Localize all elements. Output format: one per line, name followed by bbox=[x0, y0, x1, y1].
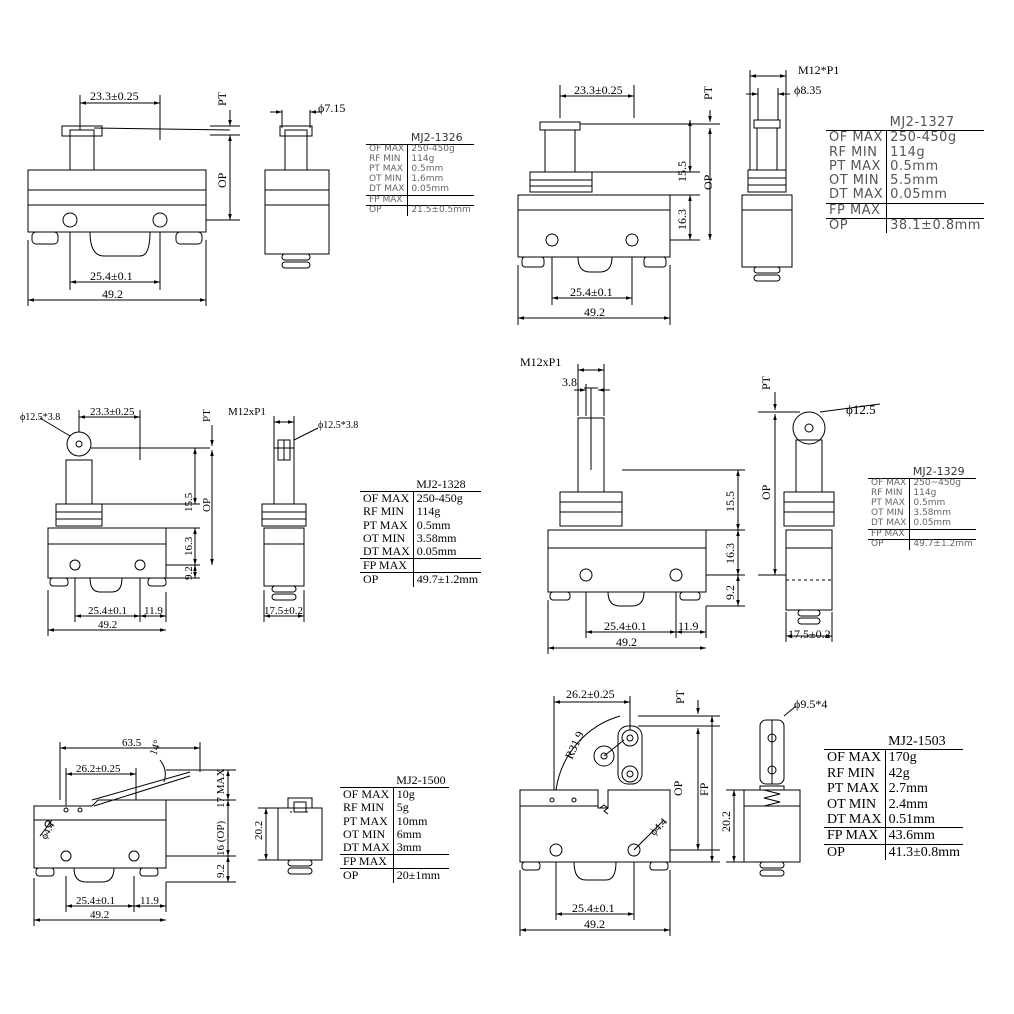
spec-value bbox=[408, 195, 474, 206]
table-title: MJ2-1500 bbox=[393, 774, 448, 788]
dim-1329-m: M12xP1 bbox=[520, 355, 562, 369]
table-title: MJ2-1328 bbox=[413, 478, 481, 492]
spec-key: OF MAX bbox=[824, 750, 885, 766]
spec-key: OT MIN bbox=[366, 175, 408, 185]
spec-value: 43.6mm bbox=[885, 828, 963, 844]
spec-key: DT MAX bbox=[366, 185, 408, 195]
spec-value: 3mm bbox=[396, 839, 422, 854]
dim-1327-m: M12*P1 bbox=[798, 63, 840, 77]
spec-value: 250-450g bbox=[416, 491, 463, 506]
spec-value: 0.05mm bbox=[411, 183, 449, 194]
spec-key: PT MAX bbox=[366, 165, 408, 175]
spec-value: 250-450g bbox=[890, 130, 957, 146]
spec-value bbox=[393, 855, 448, 869]
spec-key: OP bbox=[366, 206, 408, 216]
spec-value: 42g bbox=[888, 765, 910, 781]
spec-key: OF MAX bbox=[366, 145, 408, 155]
spec-value: 2.4mm bbox=[888, 796, 928, 812]
spec-key: DT MAX bbox=[360, 545, 413, 559]
spec-key: RF MIN bbox=[826, 146, 887, 160]
dim-1326-op: OP bbox=[215, 172, 229, 188]
spec-table-mj2-1326 bbox=[366, 132, 474, 216]
spec-value: 170g bbox=[888, 750, 917, 766]
dim-1328-op: OP bbox=[201, 497, 213, 512]
dim-1327-bottom1: 25.4±0.1 bbox=[570, 285, 613, 299]
dim-1328-h2: 16.3 bbox=[183, 536, 195, 556]
dim-1326-phi: ϕ7.15 bbox=[318, 101, 346, 115]
spec-value: 3.58mm bbox=[913, 507, 951, 518]
dim-1503-hole: ϕ4.4 bbox=[647, 815, 670, 839]
dim-1327-top: 23.3±0.25 bbox=[574, 83, 623, 97]
spec-key: FP MAX bbox=[366, 195, 408, 206]
spec-value: 1.6mm bbox=[411, 173, 444, 184]
dim-1327-phi: ϕ8.35 bbox=[794, 83, 822, 97]
spec-table-mj2-1329 bbox=[868, 466, 976, 550]
spec-key: DT MAX bbox=[340, 841, 393, 855]
spec-key: FP MAX bbox=[824, 828, 885, 844]
spec-value: 5.5mm bbox=[890, 173, 939, 189]
dim-1327-h2: 16.3 bbox=[675, 209, 689, 230]
spec-key: PT MAX bbox=[824, 781, 885, 796]
spec-value: 114g bbox=[416, 504, 441, 519]
spec-key: PT MAX bbox=[826, 160, 887, 174]
dim-1329-bottom2: 49.2 bbox=[616, 635, 637, 649]
dim-1500-v2: 16 (OP) bbox=[215, 820, 227, 856]
dim-1328-m: M12xP1 bbox=[228, 406, 266, 418]
spec-key: OP bbox=[826, 219, 887, 234]
spec-key: PT MAX bbox=[360, 519, 413, 532]
dim-1503-bottom2: 49.2 bbox=[584, 917, 605, 931]
spec-table-mj2-1327 bbox=[826, 116, 984, 233]
dim-1500-v3: 9.2 bbox=[215, 864, 227, 878]
spec-key: RF MIN bbox=[366, 155, 408, 165]
mj2-1329-side-view bbox=[758, 392, 880, 642]
mj2-1328-front-view bbox=[40, 410, 212, 636]
dim-1328-bottom2: 49.2 bbox=[98, 619, 118, 631]
spec-key: FP MAX bbox=[868, 529, 910, 540]
table-title: MJ2-1327 bbox=[887, 116, 984, 131]
dim-1326-bottom1: 25.4±0.1 bbox=[90, 269, 133, 283]
mj2-1326-side-view bbox=[265, 110, 329, 268]
spec-value: 2.7mm bbox=[888, 781, 928, 797]
spec-value bbox=[910, 529, 976, 540]
spec-key: RF MIN bbox=[340, 801, 393, 814]
dim-1329-w: 3.8 bbox=[562, 375, 577, 389]
dim-1326-bottom2: 49.2 bbox=[102, 287, 123, 301]
spec-key: OT MIN bbox=[824, 797, 885, 812]
spec-value: 0.05mm bbox=[913, 517, 951, 528]
spec-key: RF MIN bbox=[360, 505, 413, 518]
spec-key: FP MAX bbox=[360, 559, 413, 573]
dim-1327-h1: 15.5 bbox=[675, 161, 689, 182]
spec-value: 49.7±1.2mm bbox=[413, 573, 481, 587]
spec-key: OF MAX bbox=[340, 788, 393, 802]
mj2-1503-side-view bbox=[726, 706, 800, 876]
spec-table-mj2-1503 bbox=[824, 734, 963, 860]
dim-1329-side: 17.5±0.2 bbox=[788, 627, 831, 641]
dim-1500-hole: ϕ4.4 bbox=[39, 820, 58, 842]
spec-value: 250-450g bbox=[411, 144, 455, 155]
spec-table-mj2-1500 bbox=[340, 774, 449, 883]
dim-1328-roller: ϕ12.5*3.8 bbox=[20, 412, 61, 423]
spec-value: 0.5mm bbox=[416, 517, 451, 532]
dim-1326-top: 23.3±0.25 bbox=[90, 89, 139, 103]
dim-1328-h1: 15.5 bbox=[183, 492, 195, 512]
spec-value: 0.51mm bbox=[888, 811, 935, 827]
dim-1329-pt: PT bbox=[759, 375, 773, 390]
dim-1328-pt: PT bbox=[201, 409, 213, 422]
spec-key: OT MIN bbox=[360, 532, 413, 545]
spec-key: OT MIN bbox=[868, 509, 910, 519]
spec-key: RF MIN bbox=[868, 489, 910, 499]
dim-1328-h3: 9.2 bbox=[183, 566, 195, 580]
spec-key: OT MIN bbox=[826, 174, 887, 188]
dim-1329-bottom3: 11.9 bbox=[678, 619, 699, 633]
mj2-1500-front-view bbox=[34, 742, 236, 926]
dim-1503-r: R31.9 bbox=[562, 729, 587, 762]
dim-1503-bottom1: 25.4±0.1 bbox=[572, 901, 615, 915]
dim-1327-op: OP bbox=[701, 174, 715, 190]
spec-value: 10g bbox=[396, 787, 415, 802]
dim-1503-top: 26.2±0.25 bbox=[566, 687, 615, 701]
spec-value: 0.05mm bbox=[890, 187, 948, 203]
dim-1503-phi: ϕ9.5*4 bbox=[794, 697, 828, 711]
dim-1329-op: OP bbox=[759, 484, 773, 500]
spec-value: 114g bbox=[411, 153, 435, 164]
spec-value: 3.58mm bbox=[416, 530, 457, 545]
dim-1503-pt: PT bbox=[673, 689, 687, 704]
mj2-1326-front-view bbox=[28, 95, 240, 306]
spec-value: 114g bbox=[913, 487, 937, 498]
dim-1326-pt: PT bbox=[215, 91, 229, 106]
mj2-1328-side-view bbox=[262, 416, 318, 622]
table-title: MJ2-1329 bbox=[910, 466, 976, 479]
spec-key: OF MAX bbox=[868, 479, 910, 489]
dim-1327-bottom2: 49.2 bbox=[584, 305, 605, 319]
spec-key: DT MAX bbox=[826, 188, 887, 203]
dim-1500-side: 20.2 bbox=[253, 820, 265, 840]
dim-1329-h3: 9.2 bbox=[723, 585, 737, 600]
spec-key: OF MAX bbox=[360, 492, 413, 506]
dim-1328-top: 23.3±0.25 bbox=[90, 406, 135, 418]
dim-1327-pt: PT bbox=[701, 85, 715, 100]
spec-value: 5g bbox=[396, 800, 409, 815]
dim-1500-bottom2: 49.2 bbox=[90, 909, 110, 921]
spec-key: DT MAX bbox=[868, 519, 910, 529]
spec-value: 6mm bbox=[396, 826, 422, 841]
table-title: MJ2-1503 bbox=[885, 734, 963, 750]
spec-key: FP MAX bbox=[826, 203, 887, 218]
spec-key: OF MAX bbox=[826, 131, 887, 146]
spec-value bbox=[413, 559, 481, 573]
spec-key: OT MIN bbox=[340, 828, 393, 841]
spec-value: 20±1mm bbox=[393, 869, 448, 883]
dim-1328-roller2: ϕ12.5*3.8 bbox=[318, 420, 359, 431]
spec-value: 0.05mm bbox=[416, 543, 457, 558]
spec-key: RF MIN bbox=[824, 766, 885, 781]
spec-value: 250~450g bbox=[913, 478, 962, 489]
dim-1328-side: 17.5±0.2 bbox=[264, 605, 304, 617]
dim-1500-bottom1: 25.4±0.1 bbox=[76, 895, 116, 907]
dim-1329-h2: 16.3 bbox=[723, 543, 737, 564]
spec-key: OP bbox=[824, 844, 885, 860]
dim-1500-v1: 17 MAX bbox=[215, 768, 227, 808]
spec-key: PT MAX bbox=[868, 499, 910, 509]
dim-1329-phi: ϕ12.5 bbox=[846, 402, 876, 417]
dim-1500-top0: 63.5 bbox=[122, 737, 142, 749]
spec-value: 38.1±0.8mm bbox=[887, 219, 984, 234]
spec-key: PT MAX bbox=[340, 815, 393, 828]
dim-1503-side: 20.2 bbox=[719, 811, 733, 832]
spec-value: 49.7±1.2mm bbox=[910, 540, 976, 550]
table-title: MJ2-1326 bbox=[408, 132, 474, 145]
spec-value: 21.5±0.5mm bbox=[408, 206, 474, 216]
dim-1329-h1: 15.5 bbox=[723, 491, 737, 512]
spec-key: OP bbox=[868, 540, 910, 550]
mj2-1503-front-view bbox=[520, 696, 720, 936]
dim-1328-bottom1: 25.4±0.1 bbox=[88, 605, 128, 617]
spec-key: FP MAX bbox=[340, 855, 393, 869]
spec-table-mj2-1328 bbox=[360, 478, 481, 587]
spec-value: 0.5mm bbox=[890, 158, 939, 174]
dim-1503-fp: FP bbox=[697, 782, 711, 796]
spec-value: 10mm bbox=[396, 813, 428, 828]
dim-1500-top: 26.2±0.25 bbox=[76, 763, 121, 775]
spec-key: OP bbox=[340, 869, 393, 883]
dim-1500-ang: 14° bbox=[147, 738, 165, 758]
spec-value: 0.5mm bbox=[913, 497, 946, 508]
mj2-1327-side-view bbox=[742, 70, 792, 281]
spec-key: DT MAX bbox=[824, 812, 885, 828]
mj2-1500-side-view bbox=[258, 798, 322, 874]
spec-key: OP bbox=[360, 573, 413, 587]
spec-value: 114g bbox=[890, 144, 926, 160]
spec-value: 41.3±0.8mm bbox=[885, 844, 963, 860]
dim-1503-op: OP bbox=[671, 780, 685, 796]
mj2-1327-front-view bbox=[518, 85, 720, 325]
dim-1500-bottom3: 11.9 bbox=[140, 895, 159, 907]
spec-value: 0.5mm bbox=[411, 163, 444, 174]
dim-1329-bottom1: 25.4±0.1 bbox=[604, 619, 647, 633]
mj2-1329-front-view bbox=[548, 364, 745, 654]
spec-value bbox=[887, 203, 984, 218]
dim-1328-bottom3: 11.9 bbox=[144, 605, 163, 617]
